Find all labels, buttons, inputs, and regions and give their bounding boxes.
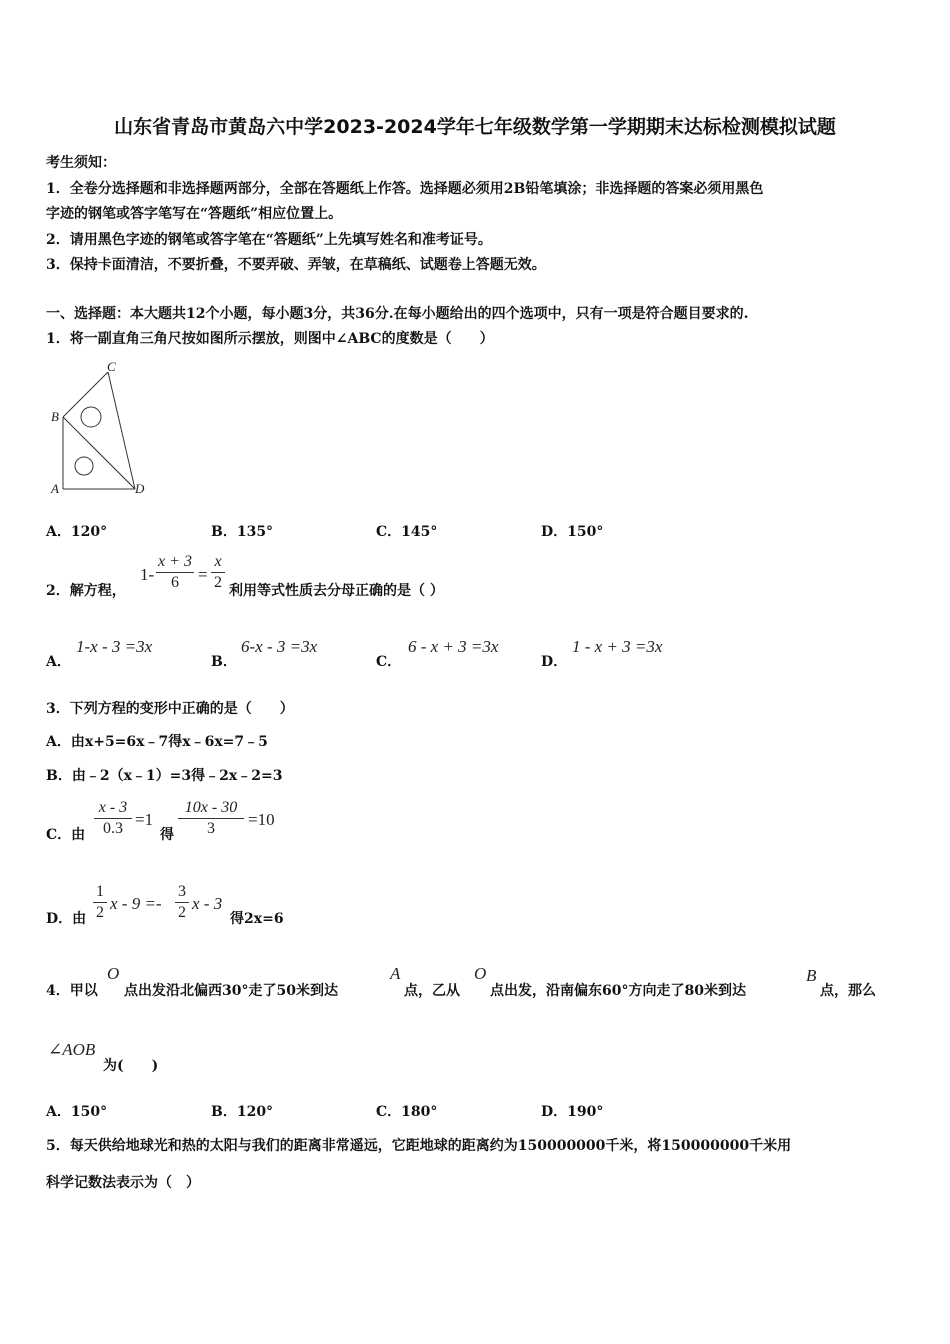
q4-point-o1: O xyxy=(107,964,120,983)
q3-c-f1-den: 0.3 xyxy=(103,820,123,837)
q2-f2-den: 2 xyxy=(214,574,222,591)
q3-d-tail: x - 3 xyxy=(192,894,223,913)
q4-option-b: B．120° xyxy=(211,1104,274,1120)
q3-d-f2-den: 2 xyxy=(178,904,186,921)
q4-part-3: 点，乙从 xyxy=(404,983,460,999)
notice-heading: 考生须知： xyxy=(46,155,116,171)
q3-option-d-label: D．由 xyxy=(46,911,87,927)
q4-part-1: 4．甲以 xyxy=(46,983,98,999)
q3-d-f1-den: 2 xyxy=(96,904,104,921)
q4-point-b: B xyxy=(806,966,817,985)
q4-option-d: D．190° xyxy=(541,1104,604,1120)
q4-part-2: 点出发沿北偏西30°走了50米到达 xyxy=(124,983,338,999)
label-c: C xyxy=(107,360,116,374)
q1-triangle-figure xyxy=(46,360,156,500)
q2-option-c-label: C． xyxy=(376,654,402,670)
q4-option-c: C．180° xyxy=(376,1104,438,1120)
q3-c-fraction-2 xyxy=(178,799,244,838)
q2-option-b-label: B． xyxy=(211,654,237,670)
line-bc xyxy=(63,372,108,417)
q2-option-a-label: A． xyxy=(46,654,71,670)
line-bd xyxy=(63,417,135,489)
q2-option-b-expr: 6-x - 3 =3x xyxy=(241,637,318,656)
q4-point-o2: O xyxy=(474,964,487,983)
q3-c-f1-num: x - 3 xyxy=(98,799,128,816)
q2-option-a-expr: 1-x - 3 =3x xyxy=(76,637,153,656)
label-b: B xyxy=(51,409,59,424)
q2-option-d-expr: 1 - x + 3 =3x xyxy=(572,637,663,656)
q3-c-eq2: =10 xyxy=(248,810,275,829)
q5-line-2: 科学记数法表示为（ ） xyxy=(46,1175,200,1191)
q5-line-1: 5．每天供给地球光和热的太阳与我们的距离非常遥远，它距地球的距离约为150000000千米，将150000000千米用 xyxy=(46,1138,792,1154)
q3-d-fraction-2 xyxy=(175,883,189,922)
q3-d-mid: x - 9 =- xyxy=(110,894,162,913)
q2-eq-mid: = xyxy=(198,565,208,584)
q2-prefix: 2．解方程， xyxy=(46,583,126,599)
q1-option-d: D．150° xyxy=(541,524,604,540)
q4-option-a: A．150° xyxy=(46,1104,108,1120)
q3-c-fraction-1 xyxy=(94,799,132,838)
q1-option-a: A．120° xyxy=(46,524,108,540)
q4-part-4: 点出发，沿南偏东60°方向走了80米到达 xyxy=(490,983,746,999)
upper-hole xyxy=(81,407,101,427)
q2-fraction-2 xyxy=(211,553,225,592)
q3-c-f2-den: 3 xyxy=(207,820,215,837)
section-heading: 一、选择题：本大题共12个小题，每小题3分，共36分.在每小题给出的四个选项中，只有一项是符合题目要求的. xyxy=(46,306,749,322)
q2-eq-lead: 1- xyxy=(140,565,155,584)
page-title: 山东省青岛市黄岛六中学2023-2024学年七年级数学第一学期期末达标检测模拟试题 xyxy=(114,116,836,138)
q3-option-a: A．由x+5=6x﹣7得x﹣6x=7﹣5 xyxy=(46,734,268,750)
notice-line-3: 3．保持卡面清洁，不要折叠，不要弄破、弄皱，在草稿纸、试题卷上答题无效。 xyxy=(46,257,546,273)
q2-option-c-expr: 6 - x + 3 =3x xyxy=(408,637,499,656)
q4-point-a: A xyxy=(390,964,401,983)
line-cd xyxy=(108,372,135,489)
q3-stem: 3．下列方程的变形中正确的是（ ） xyxy=(46,701,294,717)
q3-d-suffix: 得2x=6 xyxy=(230,911,284,927)
q1-option-b: B．135° xyxy=(211,524,274,540)
notice-line-1b: 字迹的钢笔或答字笔写在“答题纸”相应位置上。 xyxy=(46,206,343,222)
q2-option-d-label: D． xyxy=(541,654,568,670)
q3-d-f1-num: 1 xyxy=(96,883,104,900)
q3-option-b: B．由﹣2（x﹣1）=3得﹣2x﹣2=3 xyxy=(46,768,283,784)
label-a: A xyxy=(51,481,59,496)
q2-suffix: 利用等式性质去分母正确的是（ ） xyxy=(229,583,444,599)
q2-f1-den: 6 xyxy=(171,574,179,591)
label-d: D xyxy=(135,481,145,496)
q1-option-c: C．145° xyxy=(376,524,438,540)
notice-line-1a: 1．全卷分选择题和非选择题两部分，全部在答题纸上作答。选择题必须用2B铅笔填涂；非选择题的答案必须用黑色 xyxy=(46,181,764,197)
q4-wei: 为( ) xyxy=(103,1058,159,1074)
q3-c-f2-num: 10x - 30 xyxy=(184,799,238,816)
q3-c-mid: 得 xyxy=(160,827,174,843)
q2-fraction-1 xyxy=(156,553,194,592)
notice-line-2: 2．请用黑色字迹的钢笔或答字笔在“答题纸”上先填写姓名和准考证号。 xyxy=(46,232,492,248)
q2-f1-num: x + 3 xyxy=(158,553,192,570)
q3-d-fraction-1 xyxy=(93,883,107,922)
q3-option-c-label: C．由 xyxy=(46,827,86,843)
q4-part-5: 点，那么 xyxy=(820,983,876,999)
lower-hole xyxy=(75,457,93,475)
q3-c-eq1: =1 xyxy=(135,810,154,829)
q2-f2-num: x xyxy=(214,553,222,570)
q1-stem: 1．将一副直角三角尺按如图所示摆放，则图中∠ABC的度数是（ ） xyxy=(46,331,494,347)
q3-d-f2-num: 3 xyxy=(178,883,186,900)
q4-angle: ∠AOB xyxy=(48,1040,96,1059)
